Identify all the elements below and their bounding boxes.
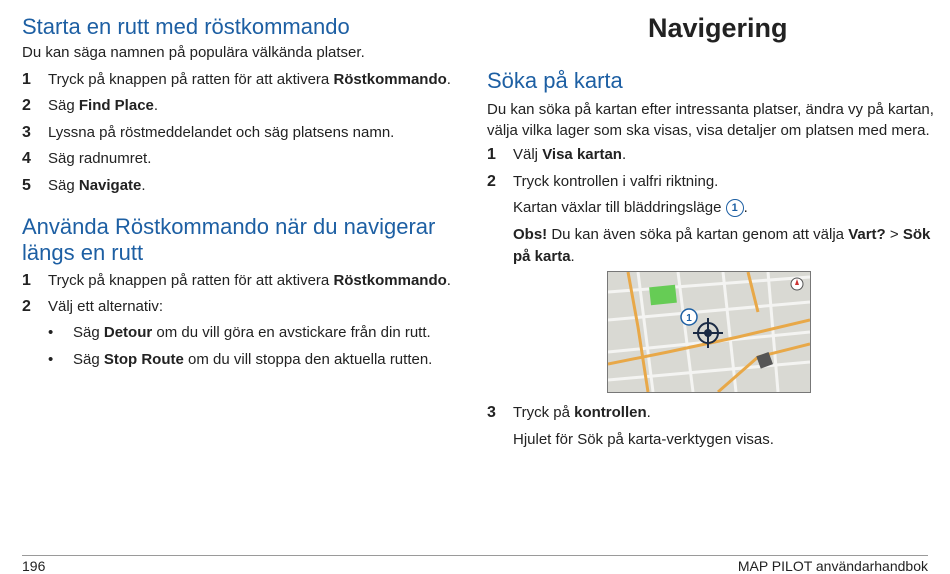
bullet-text: Säg — [73, 324, 104, 341]
section-heading-voice-command — [22, 214, 435, 266]
step-number: 3 — [487, 404, 496, 421]
step-number: 2 — [487, 173, 496, 190]
bullet-bold-text: Detour — [103, 324, 153, 341]
map-screenshot — [607, 271, 811, 393]
step-text: Säg — [48, 97, 79, 114]
step-text: Välj ett alternativ: — [48, 298, 164, 315]
step-text: Säg — [48, 177, 79, 194]
intro-line: välja vilka lager som ska visas, visa detaljer om platsen med mera. — [487, 122, 930, 139]
bullet-icon: • — [48, 324, 54, 341]
note-bold: Vart? — [848, 226, 886, 243]
step-number: 2 — [22, 97, 31, 114]
step-number: 5 — [22, 177, 31, 194]
step-number: 2 — [22, 298, 31, 315]
step-subtext-label: Kartan växlar till bläddringsläge — [513, 199, 722, 216]
step-bold-text: Röstkommando — [333, 71, 447, 88]
note-bold: på karta — [513, 248, 571, 265]
step-number: 1 — [487, 146, 496, 163]
search-map-intro — [487, 99, 934, 141]
callout-number-icon: 1 — [726, 199, 744, 217]
note-bold: Sök — [902, 226, 931, 243]
step-text: . — [621, 146, 627, 163]
step-number: 1 — [22, 272, 31, 289]
step-text: . — [153, 97, 159, 114]
step-text: . — [141, 177, 146, 194]
step-bold-text: Visa kartan — [542, 146, 622, 163]
manual-title: MAP PILOT användarhandbok — [737, 558, 928, 574]
intro-line: Du kan söka på kartan efter intressanta platser, ändra vy på kartan, — [487, 101, 934, 118]
chapter-title: Navigering — [648, 13, 788, 43]
step-bold-text: Röstkommando — [333, 272, 447, 289]
step-bold-text: kontrollen — [574, 404, 647, 421]
bullet-bold-text: Stop Route — [103, 351, 184, 368]
step-text: Välj — [513, 146, 543, 163]
step-text: . — [446, 272, 451, 289]
note-text: Du kan även söka på kartan genom att välja — [547, 226, 849, 243]
step-text: Tryck kontrollen i valfri riktning. — [513, 173, 719, 190]
step-number: 1 — [22, 71, 31, 88]
step-number: 4 — [22, 150, 31, 167]
step-number: 3 — [22, 124, 31, 141]
bullet-icon: • — [48, 351, 54, 368]
section-heading-start-route: Starta en rutt med röstkommando — [22, 14, 350, 39]
step-text: Lyssna på röstmeddelandet och säg platsens namn. — [48, 124, 395, 141]
map-callout-label: 1 — [686, 313, 692, 324]
bullet-text: Säg — [73, 351, 104, 368]
section-heading-search-map: Söka på karta — [487, 68, 623, 93]
step-text: Säg radnumret. — [48, 150, 152, 167]
bullet-text: om du vill göra en avstickare från din rutt. — [152, 324, 431, 341]
step-text: . — [446, 71, 451, 88]
step-text: Tryck på knappen på ratten för att aktivera — [48, 71, 334, 88]
step-text: Tryck på — [513, 404, 575, 421]
note: Obs! Du kan även söka på kartan genom att välja Vart? > Sök på karta. — [513, 226, 931, 265]
note-label: Obs! — [513, 226, 548, 243]
heading-line: Använda Röstkommando när du navigerar — [22, 214, 436, 239]
step-bold-text: Navigate — [78, 177, 142, 194]
page-number: 196 — [22, 558, 46, 574]
step-bold-text: Find Place — [78, 97, 154, 114]
step-text: Tryck på knappen på ratten för att aktivera — [48, 272, 334, 289]
step-subtext: Kartan växlar till bläddringsläge 1 . — [513, 199, 748, 216]
intro-text: Du kan säga namnen på populära välkända platser. — [22, 44, 365, 61]
step-subtext: Hjulet för Sök på karta-verktygen visas. — [513, 431, 774, 448]
step-text: . — [646, 404, 651, 421]
heading-line: längs en rutt — [22, 240, 144, 265]
bullet-text: om du vill stoppa den aktuella rutten. — [183, 351, 433, 368]
map-graphic — [608, 272, 810, 392]
footer-divider — [22, 555, 928, 556]
note-separator: > — [885, 226, 903, 243]
